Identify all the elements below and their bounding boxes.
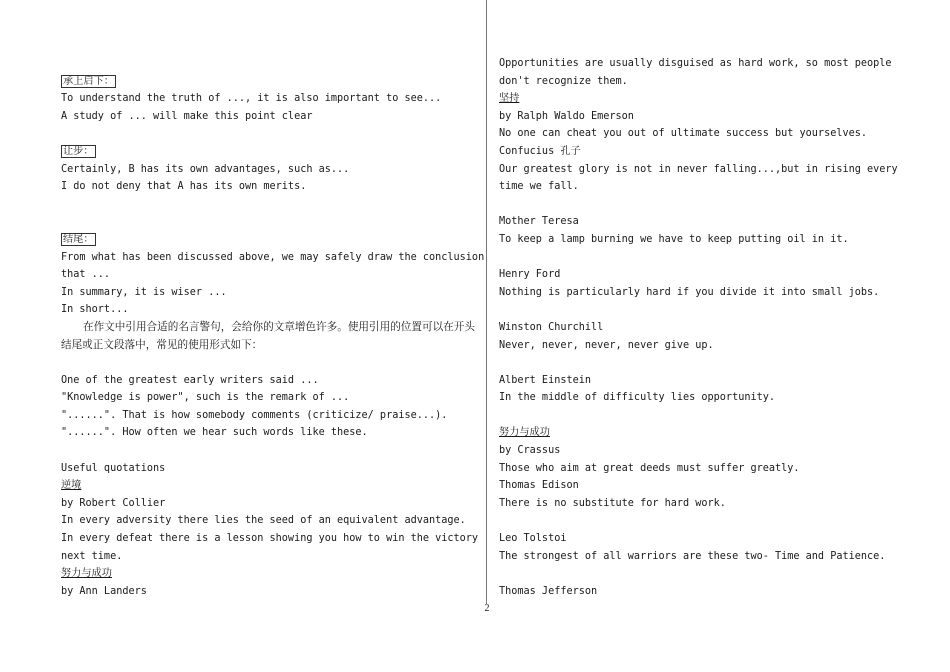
quotation-form: "......". That is how somebody comments (criticize/ praise...). <box>61 409 448 421</box>
quote: In the middle of difficulty lies opportunity. <box>499 392 776 404</box>
effort-heading-line <box>61 565 481 583</box>
concession-line: I do not deny that A has its own merits. <box>61 181 307 193</box>
author: Thomas Edison <box>499 480 579 492</box>
concession-line: Certainly, B has its own advantages, such as... <box>61 163 350 175</box>
author: Winston Churchill <box>499 321 604 333</box>
concession-heading: 让步： <box>63 145 94 157</box>
quote: Never, never, never, never give up. <box>499 339 714 351</box>
quote: don't recognize them. <box>499 75 628 87</box>
quote: time we fall. <box>499 181 579 193</box>
author: Confucius 孔子 <box>499 145 581 157</box>
quotation-form: "Knowledge is power", such is the remark of ... <box>61 392 350 404</box>
quote: Our greatest glory is not in never falling...,but in rising every <box>499 163 898 175</box>
author: by Crassus <box>499 445 561 457</box>
author: by Robert Collier <box>61 497 166 509</box>
ending-line: In short... <box>61 304 129 316</box>
effort-success-heading: 努力与成功 <box>61 568 112 580</box>
transition-heading-line <box>61 73 481 91</box>
quote: Opportunities are usually disguised as hard work, so most people <box>499 58 892 69</box>
quote: No one can cheat you out of ultimate success but yourselves. <box>499 128 868 140</box>
quote: Those who aim at great deeds must suffer greatly. <box>499 462 800 474</box>
effort-success-heading: 努力与成功 <box>499 427 550 439</box>
right-column <box>499 55 899 600</box>
ending-line: that ... <box>61 269 111 281</box>
persistence-heading: 坚持 <box>499 93 520 105</box>
page-number: 2 <box>484 603 490 614</box>
ending-heading-line <box>61 231 481 249</box>
author: Leo Tolstoi <box>499 533 567 545</box>
persistence-heading-line <box>499 90 899 108</box>
quote: To keep a lamp burning we have to keep putting oil in it. <box>499 233 849 245</box>
author: Mother Teresa <box>499 216 579 228</box>
transition-heading: 承上启下： <box>63 75 114 87</box>
author: Henry Ford <box>499 269 561 281</box>
quote: next time. <box>61 550 123 562</box>
quotation-form: "......". How often we hear such words like these. <box>61 427 368 439</box>
quote: Nothing is particularly hard if you divide it into small jobs. <box>499 286 880 298</box>
quote: In every defeat there is a lesson showing you how to win the victory <box>61 533 479 545</box>
adversity-heading: 逆境 <box>61 480 82 492</box>
author: Thomas Jefferson <box>499 585 598 597</box>
transition-line: To understand the truth of ..., it is also important to see... <box>61 93 442 105</box>
column-divider <box>486 0 487 604</box>
ending-line: From what has been discussed above, we may safely draw the conclusion <box>61 251 485 263</box>
quote: The strongest of all warriors are these two- Time and Patience. <box>499 550 886 562</box>
quote: There is no substitute for hard work. <box>499 497 726 509</box>
adversity-heading-line <box>61 477 481 495</box>
ending-heading: 结尾： <box>63 233 94 245</box>
ending-line: In summary, it is wiser ... <box>61 286 227 298</box>
useful-quotations-title: Useful quotations <box>61 462 166 474</box>
left-column <box>61 55 485 600</box>
author: by Ann Landers <box>61 585 147 597</box>
author: by Ralph Waldo Emerson <box>499 110 634 122</box>
author: Albert Einstein <box>499 374 592 386</box>
transition-line: A study of ... will make this point clear <box>61 110 313 122</box>
effort-heading-line <box>499 424 899 442</box>
concession-heading-line <box>61 143 481 161</box>
quote: In every adversity there lies the seed of an equivalent advantage. <box>61 515 466 527</box>
chinese-paragraph: 在作文中引用合适的名言警句，会给你的文章增色许多。使用引用的位置可以在开头结尾或正文段落中，常见的使用形式如下： <box>61 320 475 351</box>
quotation-form: One of the greatest early writers said ... <box>61 374 319 386</box>
